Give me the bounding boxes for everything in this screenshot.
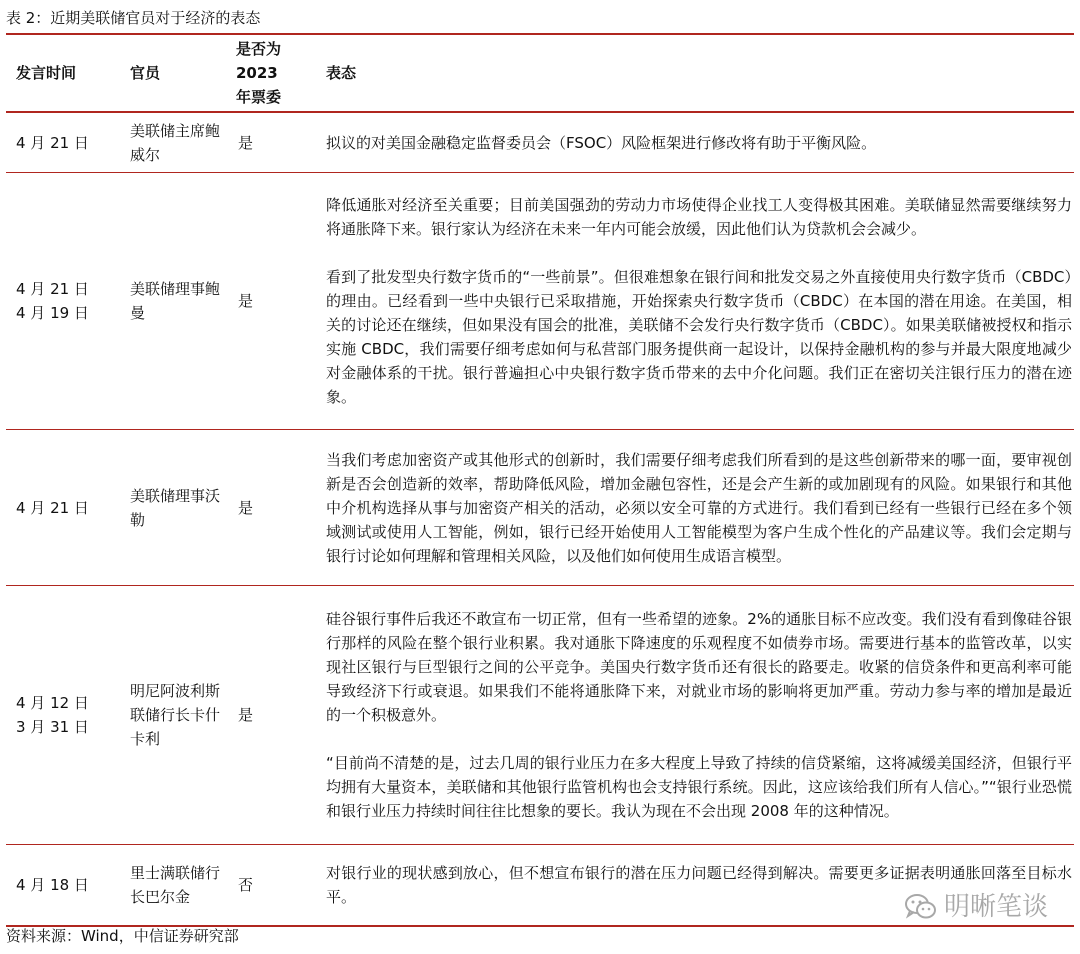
source-note: 资料来源：Wind，中信证券研究部 bbox=[6, 927, 239, 945]
voter-cell: 是 bbox=[238, 706, 254, 724]
date: 4 月 21 日 bbox=[16, 498, 89, 517]
wechat-icon bbox=[904, 893, 938, 921]
official-cell: 美联储理事沃勒 bbox=[130, 486, 221, 529]
official-cell: 里士满联储行长巴尔金 bbox=[130, 864, 221, 906]
date: 3 月 31 日 bbox=[16, 718, 89, 736]
stance-paragraph: 硅谷银行事件后我还不敢宣布一切正常，但有一些希望的迹象。2%的通胀目标不应改变。我们没有看到像硅谷银行那样的风险在整个银行业积累。我对通胀下降速度的乐观程度不如债券市场。需要进行基本的监管改革，以实现社区银行与巨型银行之间的公平竞争。美国央行数字货币还有很长的路要走。收紧的信贷条件和更高利率可能导致经济下行或衰退。如果我们不能将通胀降下来，对就业市场的影响将更加严重。劳动力参与率的增加是最近的一个积极意外。 bbox=[326, 610, 1072, 724]
watermark-text: 明晰笔谈 bbox=[943, 892, 1048, 922]
header-stance: 表态 bbox=[326, 64, 357, 82]
table-caption: 表 2：近期美联储官员对于经济的表态 bbox=[6, 9, 261, 27]
date-cell bbox=[6, 586, 128, 845]
header-voter-line3: 年票委 bbox=[236, 88, 282, 106]
stance-cell bbox=[314, 173, 1074, 430]
date-cell bbox=[6, 112, 128, 173]
date: 4 月 12 日 bbox=[16, 694, 89, 712]
header-official: 官员 bbox=[130, 64, 161, 82]
header-voter bbox=[236, 34, 314, 112]
table-row bbox=[6, 112, 1074, 173]
stance-cell bbox=[314, 430, 1074, 586]
official-cell: 明尼阿波利斯联储行长卡什卡利 bbox=[130, 682, 221, 748]
stance-cell bbox=[314, 586, 1074, 845]
watermark bbox=[904, 892, 1048, 922]
stance-paragraph: 拟议的对美国金融稳定监督委员会（FSOC）风险框架进行修改将有助于平衡风险。 bbox=[326, 133, 877, 152]
officials-table bbox=[6, 33, 1074, 927]
stance-paragraph: 看到了批发型央行数字货币的“一些前景”。但很难想象在银行间和批发交易之外直接使用央行数字货币（CBDC）的理由。已经看到一些中央银行已采取措施，开始探索央行数字货币（CBDC）在本国的潜在用途。在美国，相关的讨论还在继续，但如果没有国会的批准，美联储不会发行央行数字货币（CBDC）。如果美联储被授权和指示实施 CBDC，我们需要仔细考虑如何与私营部门服务提供商一起设计，以保持金融机构的参与并最大限度地减少对金融体系的干扰。银行普遍担心中央银行数字货币带来的去中介化问题。我们正在密切关注银行压力的潜在迹象。 bbox=[326, 268, 1072, 406]
date: 4 月 18 日 bbox=[16, 876, 89, 894]
date-cell bbox=[6, 845, 128, 927]
stance-cell bbox=[314, 112, 1074, 173]
header-voter-line2: 2023 bbox=[236, 64, 278, 82]
table-row bbox=[6, 586, 1074, 845]
official-cell: 美联储理事鲍曼 bbox=[130, 280, 221, 322]
date: 4 月 21 日 bbox=[16, 133, 89, 152]
voter-cell: 是 bbox=[238, 133, 254, 152]
date: 4 月 19 日 bbox=[16, 304, 89, 322]
stance-paragraph: 当我们考虑加密资产或其他形式的创新时，我们需要仔细考虑我们所看到的是这些创新带来的哪一面，要审视创新是否会创造新的效率，帮助降低风险，增加金融包容性，还是会产生新的或加剧现有的风险。如果银行和其他中介机构选择从事与加密资产相关的活动，必须以安全可靠的方式进行。我们看到已经有一些银行已经在多个领域测试或使用人工智能，例如，银行已经开始使用人工智能模型为客户生成个性化的产品建议等。我们会定期与银行讨论如何理解和管理相关风险，以及他们如何使用生成语言模型。 bbox=[326, 450, 1072, 565]
date-cell bbox=[6, 173, 128, 430]
table-row bbox=[6, 173, 1074, 430]
voter-cell: 是 bbox=[238, 498, 254, 517]
voter-cell: 是 bbox=[238, 292, 254, 310]
header-voter-line1: 是否为 bbox=[236, 40, 282, 58]
voter-cell: 否 bbox=[238, 876, 254, 894]
header-date: 发言时间 bbox=[16, 64, 77, 82]
stance-paragraph: 降低通胀对经济至关重要；目前美国强劲的劳动力市场使得企业找工人变得极其困难。美联储显然需要继续努力将通胀降下来。银行家认为经济在未来一年内可能会放缓，因此他们认为贷款机会会减少。 bbox=[326, 196, 1072, 238]
stance-paragraph: 对银行业的现状感到放心，但不想宣布银行的潜在压力问题已经得到解决。需要更多证据表明通胀回落至目标水平。 bbox=[326, 864, 1072, 906]
date: 4 月 21 日 bbox=[16, 280, 89, 298]
table-row bbox=[6, 430, 1074, 586]
stance-paragraph: “目前尚不清楚的是，过去几周的银行业压力在多大程度上导致了持续的信贷紧缩，这将减缓美国经济，但银行平均拥有大量资本，美联储和其他银行监管机构也会支持银行系统。因此，这应该给我们所有人信心。”“银行业恐慌和银行业压力持续时间往往比想象的要长。我认为现在不会出现 2008 年的这种情况。 bbox=[326, 754, 1072, 820]
table-header-row bbox=[6, 34, 1074, 112]
date-cell bbox=[6, 430, 128, 586]
official-cell: 美联储主席鲍威尔 bbox=[130, 121, 221, 164]
